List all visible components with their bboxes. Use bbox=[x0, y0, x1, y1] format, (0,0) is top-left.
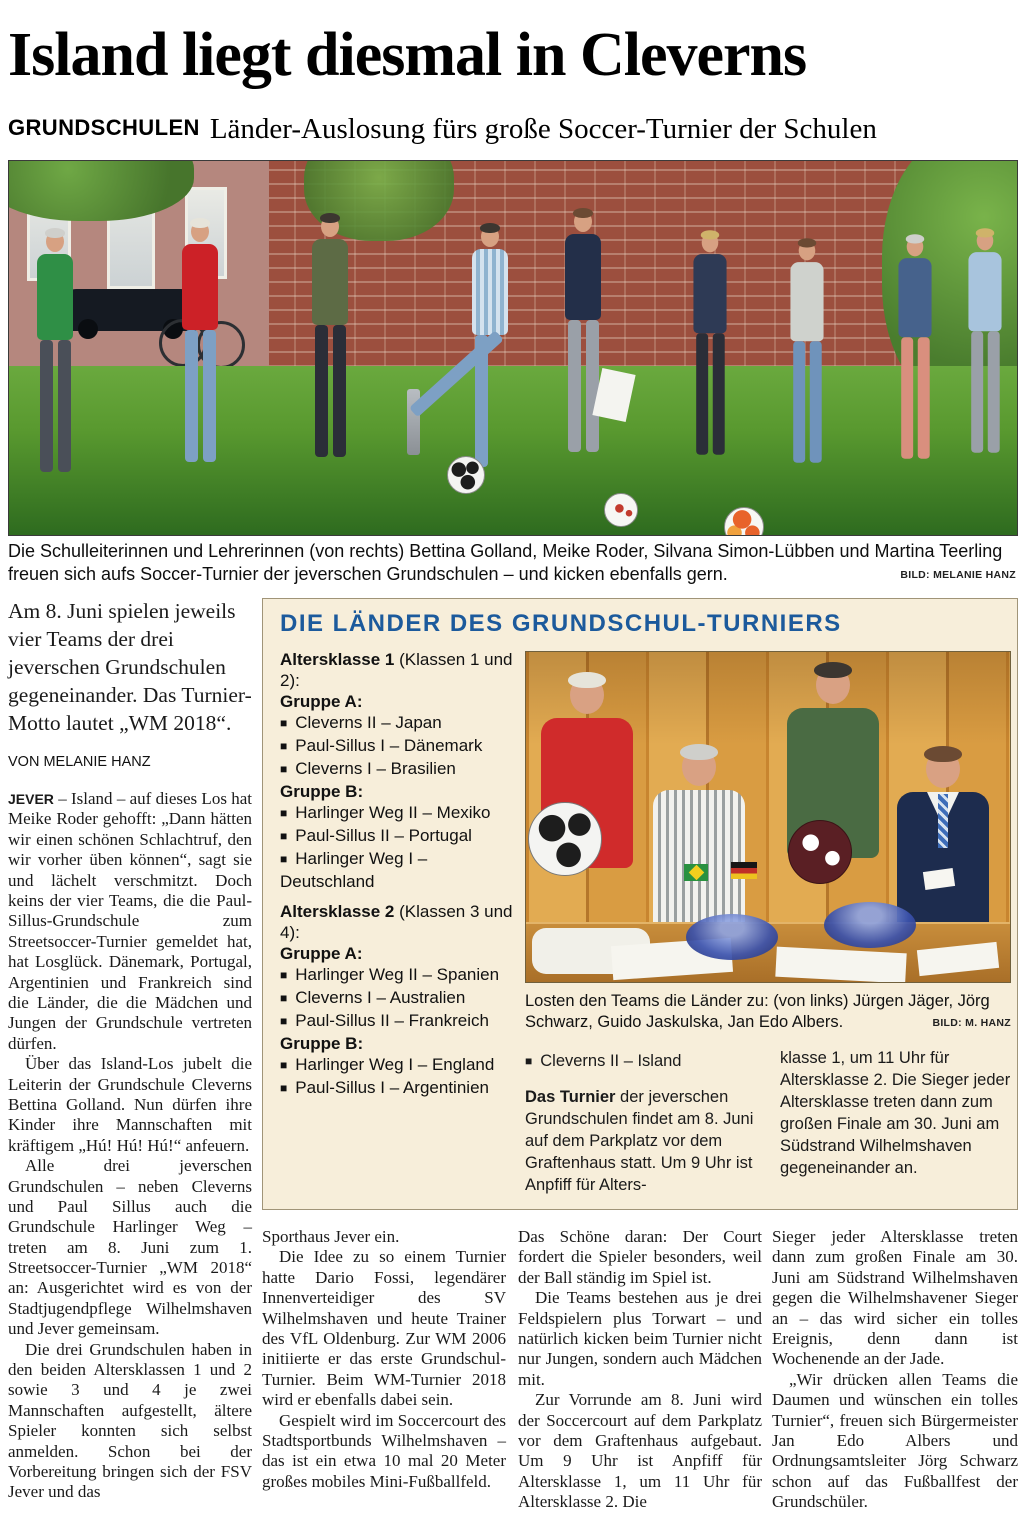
square-bullet-icon: ■ bbox=[280, 1014, 288, 1028]
paragraph: „Wir drücken allen Teams die Daumen und wünschen ein tolles Turnier“, freuen sich Bürgermeister Jan Edo Albers und Ordnungsamtsleiter Jörg Schwarz schon auf das Fußballfest der Grundschüler. bbox=[772, 1369, 1018, 1512]
main-photo bbox=[8, 160, 1018, 536]
soccer-ball bbox=[528, 802, 602, 876]
list-item: ■ Paul-Sillus I – Dänemark bbox=[280, 736, 483, 755]
infobox bbox=[262, 598, 1018, 1210]
paragraph-text: – Island – auf dieses Los hat Meike Roder gehofft: „Dann hätten wir einen schönen Schlachtruf, den wir vorher üben können“, sagt sie und lächelt verschmitzt. Doch keins der vier Teams, die die Paul-Sillus-Grundschule zum Streetsoccer-Turnier gemeldet hat, hat Losglück. Dänemark, Portugal, Argentinien und Frankreich sind die Länder, die die Mädchen und Jungen der Grundschule vertreten dürfen. bbox=[8, 789, 252, 1053]
car-wheel bbox=[78, 319, 98, 339]
list-item: ■ Cleverns II – Island bbox=[525, 1052, 682, 1070]
list-item: ■ Cleverns I – Australien bbox=[280, 988, 466, 1007]
glass-bowl bbox=[824, 902, 916, 948]
germany-flag bbox=[731, 862, 757, 879]
list-item: ■ Harlinger Weg II – Spanien bbox=[280, 965, 500, 984]
infobox-text-left bbox=[525, 1051, 765, 1197]
article-column-3 bbox=[518, 1227, 762, 1512]
paragraph: Gespielt wird im Soccercourt des Stadtsportbunds Wilhelmshaven – das ist ein etwa 10 mal 20 Meter großes mobiles Mini-Fußballfeld. bbox=[262, 1410, 506, 1491]
paragraph bbox=[8, 789, 252, 1054]
paragraph: Die drei Grundschulen haben in den beiden Altersklassen 1 und 2 sowie 3 und 4 je zwei Mannschaften aufgestellt, ältere Spieler konnten sich selbst anmelden. Schon bei der Vorbereitung bringen sich der FSV Jever und das bbox=[8, 1339, 252, 1502]
square-bullet-icon: ■ bbox=[280, 806, 288, 820]
caption-text: Losten den Teams die Länder zu: (von links) Jürgen Jäger, Jörg Schwarz, Guido Jaskulska, Jan Edo Albers. bbox=[525, 992, 990, 1032]
paragraph: Die Idee zu so einem Turnier hatte Dario Fossi, legendärer Innenverteidiger des SV Wilhelmshaven und heute Trainer des VfL Oldenburg. Zur WM 2006 initiierte er das erste Grundschul-Turnier. Beim WM-Turnier 2018 wird er ebenfalls dabei sein. bbox=[262, 1247, 506, 1410]
soccer-ball bbox=[788, 820, 852, 884]
square-bullet-icon: ■ bbox=[280, 716, 288, 730]
paragraph: Sporthaus Jever ein. bbox=[262, 1227, 400, 1246]
square-bullet-icon: ■ bbox=[280, 968, 288, 982]
list-item: ■ Cleverns I – Brasilien bbox=[280, 759, 456, 778]
paragraph: Die Teams bestehen aus je drei Feldspielern plus Torwart – und natürlich kicken beim Turnier nicht nur Jungen, sondern auch Mädchen mit. bbox=[518, 1288, 762, 1389]
infobox-list bbox=[280, 649, 516, 1100]
list-item: ■ Paul-Sillus II – Frankreich bbox=[280, 1011, 489, 1030]
person-figure bbox=[304, 216, 356, 457]
group-label: Gruppe B: bbox=[280, 782, 364, 801]
group-label: Gruppe A: bbox=[280, 692, 363, 711]
glass-bowl bbox=[686, 914, 778, 960]
main-photo-caption bbox=[8, 540, 1016, 586]
paragraph: Das Schöne daran: Der Court fordert die Spieler besonders, weil der Ball ständig im Spiel ist. bbox=[518, 1227, 762, 1287]
list-item: ■ Cleverns II – Japan bbox=[280, 713, 442, 732]
person-figure bbox=[891, 237, 939, 459]
article-column-2 bbox=[262, 1227, 506, 1492]
square-bullet-icon: ■ bbox=[525, 1054, 533, 1068]
paragraph: Das Turnier der jeverschen Grundschulen findet am 8. Juni auf dem Parkplatz vor dem Graftenhaus statt. Um 9 Uhr ist Anpfiff für Alters- bbox=[525, 1087, 754, 1194]
article-column-1 bbox=[8, 598, 252, 1503]
article-column-4 bbox=[772, 1227, 1018, 1512]
person-figure bbox=[686, 233, 734, 455]
soccer-ball bbox=[604, 493, 638, 527]
square-bullet-icon: ■ bbox=[280, 852, 288, 866]
photo-credit: BILD: M. HANZ bbox=[932, 1017, 1011, 1030]
infobox-photo-caption bbox=[525, 991, 1011, 1034]
paragraph: Sieger jeder Altersklasse treten dann zum großen Finale am 30. Juni am Südstrand Wilhelmshaven gegen die Wilhelmshavener Sieger an – das wird sicher ein tolles Ereignis, denn dann ist Wochenende an der Jade. bbox=[772, 1227, 1018, 1369]
list-item: ■ Harlinger Weg I – Deutschland bbox=[280, 849, 428, 891]
person-figure bbox=[29, 231, 81, 472]
paper-sheet bbox=[775, 947, 906, 983]
age-class-heading: Altersklasse 1 (Klassen 1 und 2): bbox=[280, 650, 513, 690]
article-intro: Am 8. Juni spielen jeweils vier Teams der drei jeverschen Grundschulen gegeneinander. Das Turnier-Motto lautet „WM 2018“. bbox=[8, 599, 252, 735]
paragraph: Über das Island-Los jubelt die Leiterin der Grundschule Cleverns Bettina Golland. Nun dürfen ihre Kinder ihre Mannschaften mit kräftigem „Hú! Hú! Hú!“ anfeuern. bbox=[8, 1054, 252, 1155]
list-item: ■ Harlinger Weg I – England bbox=[280, 1055, 495, 1074]
dateline: JEVER bbox=[8, 791, 54, 808]
byline: VON MELANIE HANZ bbox=[8, 753, 151, 770]
group-label: Gruppe B: bbox=[280, 1034, 364, 1053]
square-bullet-icon: ■ bbox=[280, 991, 288, 1005]
square-bullet-icon: ■ bbox=[280, 739, 288, 753]
kicker-text: Länder-Auslosung fürs große Soccer-Turnier der Schulen bbox=[209, 113, 877, 145]
list-item: ■ Paul-Sillus II – Portugal bbox=[280, 826, 472, 845]
square-bullet-icon: ■ bbox=[280, 829, 288, 843]
person-figure bbox=[961, 231, 1009, 453]
brazil-flag bbox=[684, 864, 708, 881]
infobox-photo bbox=[525, 651, 1011, 983]
infobox-title: DIE LÄNDER DES GRUNDSCHUL-TURNIERS bbox=[280, 610, 842, 637]
square-bullet-icon: ■ bbox=[280, 1081, 288, 1095]
group-label: Gruppe A: bbox=[280, 944, 363, 963]
photo-credit: BILD: MELANIE HANZ bbox=[900, 569, 1016, 582]
age-class-heading: Altersklasse 2 (Klassen 3 und 4): bbox=[280, 902, 513, 942]
person-figure bbox=[783, 241, 831, 463]
infobox-text-right bbox=[780, 1048, 1012, 1180]
caption-text: Die Schulleiterinnen und Lehrerinnen (von rechts) Bettina Golland, Meike Roder, Silvana Simon-Lübben und Martina Teerling freuen sich aufs Soccer-Turnier der jeverschen Grundschulen – und kicken ebenfalls gern. bbox=[8, 541, 1003, 584]
paragraph: Zur Vorrunde am 8. Juni wird der Soccercourt auf dem Parkplatz vor dem Graftenhaus aufgebaut. Um 9 Uhr ist Anpfiff für Altersklasse 1, um 11 Uhr für Altersklasse 2. Die bbox=[518, 1390, 762, 1512]
person-figure bbox=[644, 748, 754, 940]
square-bullet-icon: ■ bbox=[280, 762, 288, 776]
person-figure bbox=[174, 221, 226, 462]
kicker-tag: GRUNDSCHULEN bbox=[8, 115, 200, 140]
kicker bbox=[8, 113, 1020, 146]
paragraph: Alle drei jeverschen Grundschulen – neben Cleverns und Paul Sillus auch die Grundschule Harlinger Weg – treten am 8. Juni zum 1. Streetsoccer-Turnier „WM 2018“ an: Ausgerichtet wird es von der Stadtjugendpflege Wilhelmshaven und Jever gemeinsam. bbox=[8, 1156, 252, 1339]
person-figure-kicking bbox=[464, 226, 516, 467]
soccer-ball bbox=[447, 456, 485, 494]
list-item: ■ Paul-Sillus I – Argentinien bbox=[280, 1078, 489, 1097]
headline: Island liegt diesmal in Cleverns bbox=[8, 21, 807, 89]
paragraph: klasse 1, um 11 Uhr für Altersklasse 2. Die Sieger jeder Altersklasse treten dann zum großen Finale am 30. Juni am Südstrand Wilhelmshaven gegeneinander an. bbox=[780, 1049, 1011, 1177]
list-item: ■ Harlinger Weg II – Mexiko bbox=[280, 803, 491, 822]
square-bullet-icon: ■ bbox=[280, 1058, 288, 1072]
